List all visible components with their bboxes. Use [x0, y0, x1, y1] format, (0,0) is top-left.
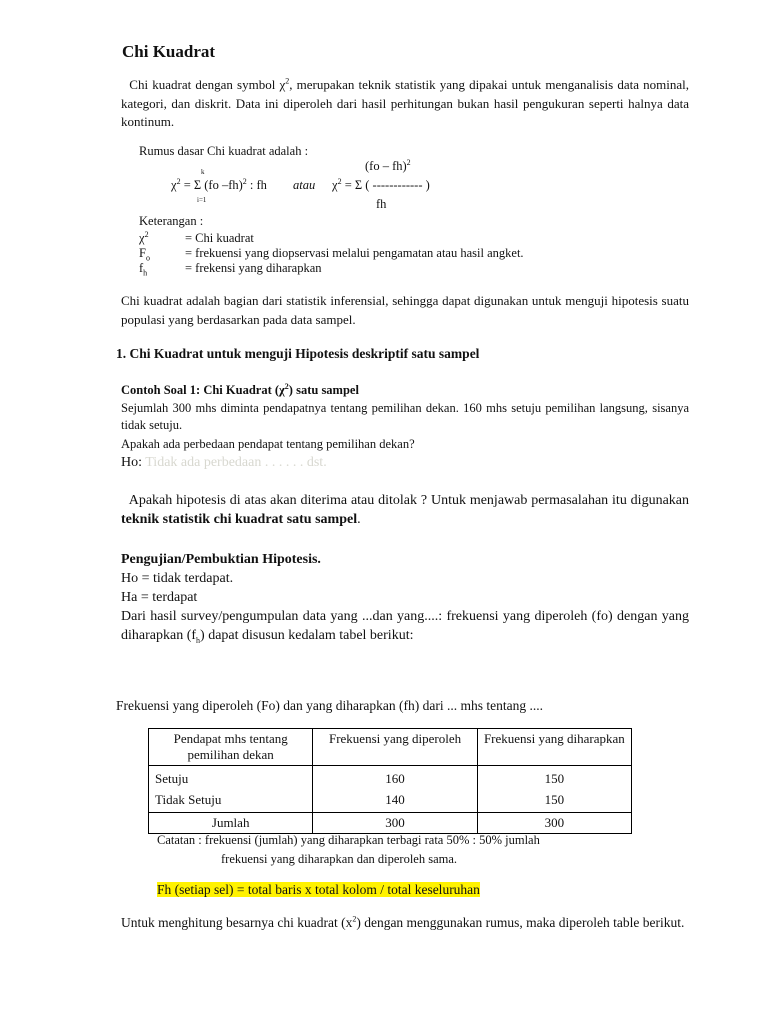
formula-right: $\chi^2 = \Sigma$ ( ------------ ) [332, 176, 430, 192]
table-header-cell: Frekuensi yang diharapkan [477, 729, 631, 766]
pengujian-survey: Dari hasil survey/pengumpulan data yang ...dan yang....: frekuensi yang diperoleh (fo) dengan yang diharapkan $(f_h)$ dapat disusun kedalam tabel berikut: [121, 609, 689, 645]
pengujian-heading: Pengujian/Pembuktian Hipotesis. [121, 552, 321, 567]
table-header-cell: Frekuensi yang diperoleh [313, 729, 477, 766]
formula-numerator: (fo – fh)$^2$ [365, 157, 411, 173]
keterangan-row: $\chi^2$ = Chi kuadrat [139, 229, 254, 245]
untuk-paragraph: Untuk menghitung besarnya chi kuadrat $(x^2)$ dengan menggunakan rumus, maka diperoleh table berikut. [121, 914, 685, 930]
catatan-line1: Catatan : frekuensi (jumlah) yang diharapkan terbagi rata 50% : 50% jumlah [157, 833, 540, 847]
keterangan-list [139, 231, 699, 276]
formula-left: $\chi^2 = \Sigma$ (fo –fh)$^2$ : fh [171, 176, 267, 192]
contoh-text: Sejumlah 300 mhs diminta pendapatnya tentang pemilihan dekan. 160 mhs setuju pemilihan langsung, sisanya tidak setuju. [121, 401, 689, 432]
table-total-row [149, 813, 632, 834]
table-row [149, 766, 632, 813]
contoh-heading: Contoh Soal 1: Chi Kuadrat $(\chi^2)$ satu sampel [121, 381, 359, 397]
intro-paragraph: Chi kuadrat dengan symbol $\chi^2$, merupakan teknik statistik yang dipakai untuk menganalisis data nominal, kategori, dan diskrit. Data ini diperoleh dari hasil perhitungan bukan hasil pengukuran seperti halnya data kontinum. [121, 76, 689, 129]
table-cell-fh: 150 150 [477, 766, 631, 813]
apakah-paragraph: Apakah hipotesis di atas akan diterima atau ditolak ? Untuk menjawab permasalahan itu digunakan teknik statistik chi kuadrat satu sampel. [121, 493, 689, 527]
pengujian-ho: Ho = tidak terdapat. [121, 571, 234, 586]
contoh-question: Apakah ada perbedaan pendapat tentang pemilihan dekan? [121, 437, 415, 451]
section-heading-1: 1. Chi Kuadrat untuk menguji Hipotesis deskriptif satu sampel [116, 346, 480, 361]
keterangan-row: $f_h$ = frekensi yang diharapkan [139, 261, 322, 278]
table-cell: 300 [313, 813, 477, 834]
page-title: Chi Kuadrat [122, 42, 216, 61]
fh-formula: Fh (setiap sel) = total baris x total kolom / total keseluruhan [157, 882, 480, 897]
sum-lower-limit: i=1 [197, 196, 207, 204]
keterangan-row: $F_o$ = frekuensi yang diopservasi melalui pengamatan atau hasil angket. [139, 246, 524, 263]
contoh-ho: Ho: Tidak ada perbedaan . . . . . . dst. [121, 455, 327, 470]
frequency-table [148, 728, 632, 834]
catatan-line2: frekuensi yang diharapkan dan diperoleh sama. [221, 852, 458, 866]
table-header-row [149, 729, 632, 766]
table-cell: Jumlah [149, 813, 313, 834]
formula-atau: atau [293, 178, 316, 192]
table-cell-fo: 160 140 [313, 766, 477, 813]
table-header-cell: Pendapat mhs tentang pemilihan dekan [149, 729, 313, 766]
table-cell: 300 [477, 813, 631, 834]
rumus-heading: Rumus dasar Chi kuadrat adalah : [139, 144, 309, 158]
table-cell-labels: Setuju Tidak Setuju [149, 766, 313, 813]
keterangan-heading: Keterangan : [139, 214, 204, 228]
inferensial-paragraph: Chi kuadrat adalah bagian dari statistik inferensial, sehingga dapat digunakan untuk menguji hipotesis suatu populasi yang berdasarkan pada data sampel. [121, 293, 689, 327]
pengujian-ha: Ha = terdapat [121, 590, 198, 605]
sum-upper-limit: k [201, 168, 205, 176]
table-caption: Frekuensi yang diperoleh (Fo) dan yang diharapkan (fh) dari ... mhs tentang .... [116, 698, 544, 713]
formula-denominator: fh [376, 197, 387, 211]
